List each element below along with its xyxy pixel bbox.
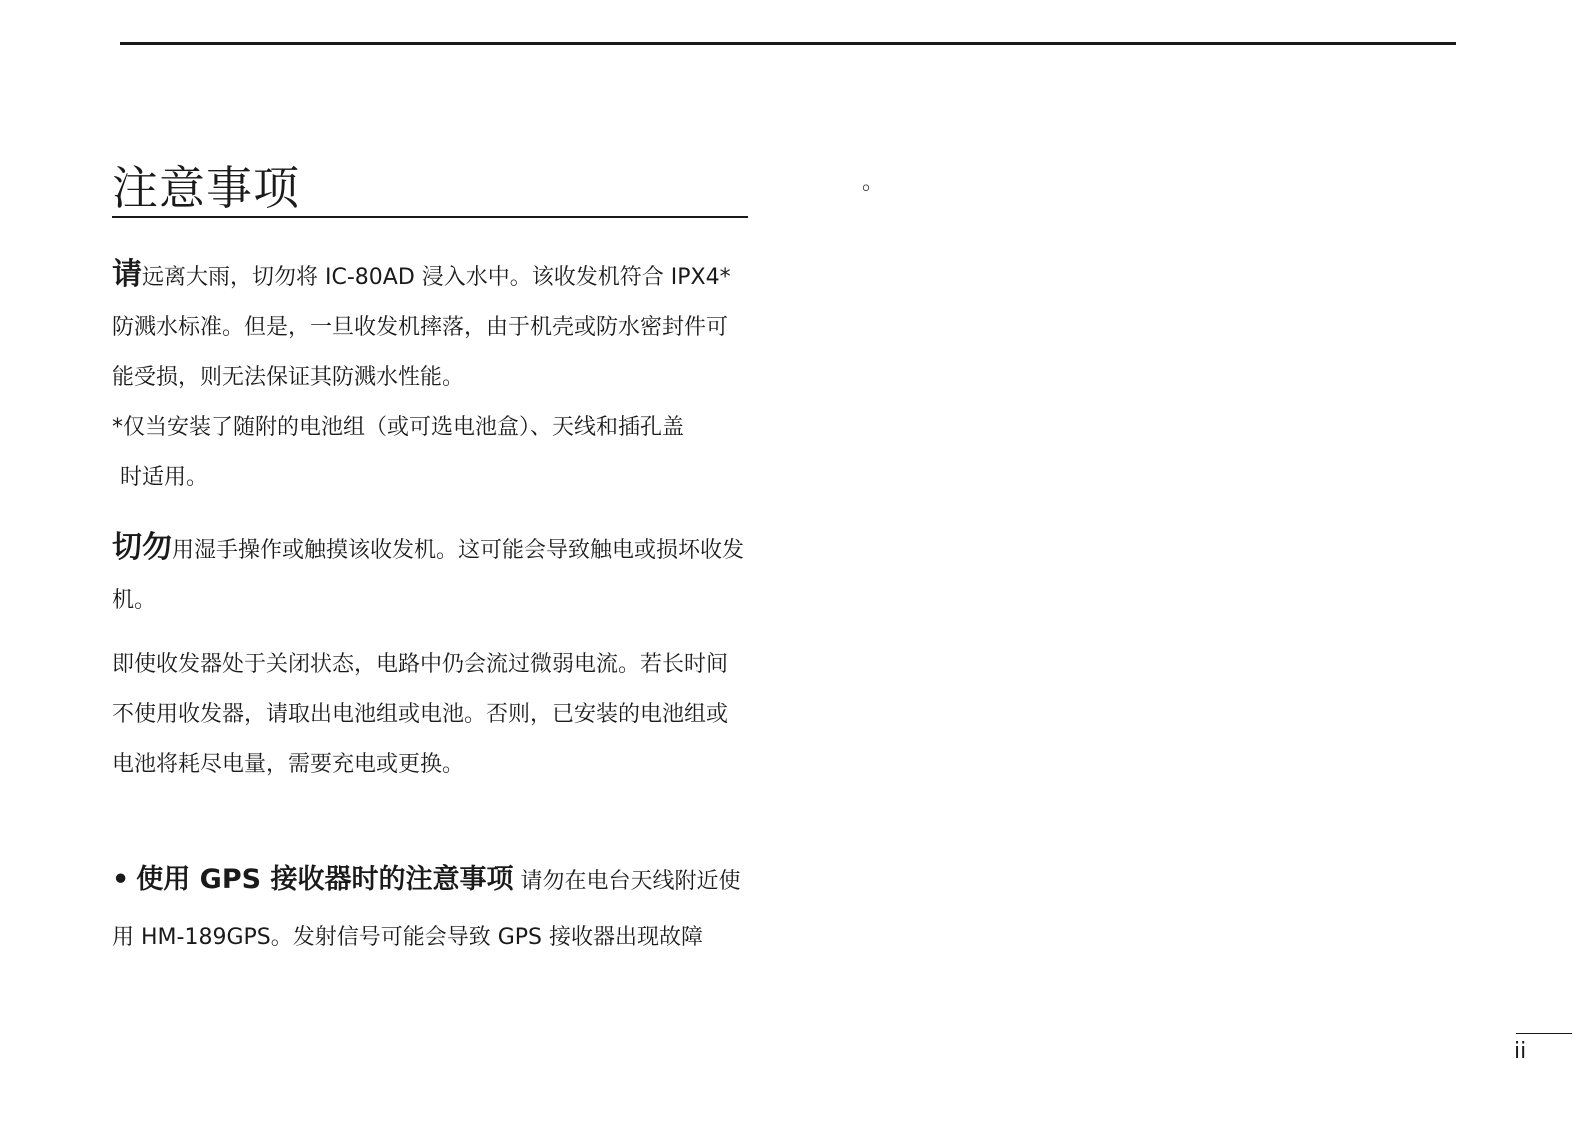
header-rule — [120, 42, 1456, 45]
gps-paragraph — [112, 852, 748, 966]
water-footnote-line2: 时适用。 — [120, 465, 209, 490]
footer-rule — [1516, 1033, 1572, 1034]
page-title: 注意事项 — [112, 161, 300, 215]
water-precaution-paragraph — [112, 250, 748, 403]
water-footnote-line1: *仅当安装了随附的电池组（或可选电池盒）、天线和插孔盖 — [112, 415, 685, 440]
gps-heading: 使用 GPS 接收器时的注意事项 — [136, 864, 514, 895]
right-column-mark: 。 — [862, 170, 885, 195]
wet-hands-paragraph — [112, 523, 748, 626]
wet-hands-lead: 切勿 — [112, 530, 172, 565]
water-precaution-text: 远离大雨，切勿将 IC-80AD 浸入水中。该收发机符合 IPX4* 防溅水标准。但是，一旦收发机摔落，由于机壳或防水密封件可能受损，则无法保证其防溅水性能。 — [112, 265, 731, 390]
battery-paragraph — [112, 640, 748, 790]
page-number: ii — [1514, 1039, 1527, 1064]
water-footnote — [112, 403, 748, 503]
title-underline — [112, 216, 748, 218]
battery-text: 即使收发器处于关闭状态，电路中仍会流过微弱电流。若长时间不使用收发器，请取出电池组或电池。否则，已安装的电池组或电池将耗尽电量，需要充电或更换。 — [112, 652, 729, 777]
water-precaution-lead: 请 — [112, 257, 142, 292]
left-column — [112, 160, 748, 966]
gps-bullet: • — [112, 864, 130, 895]
gps-text: 请勿在电台天线附近使用 HM-189GPS。发射信号可能会导致 GPS 接收器出现故障 — [112, 869, 741, 950]
wet-hands-text: 用湿手操作或触摸该收发机。这可能会导致触电或损坏收发机。 — [112, 538, 745, 613]
